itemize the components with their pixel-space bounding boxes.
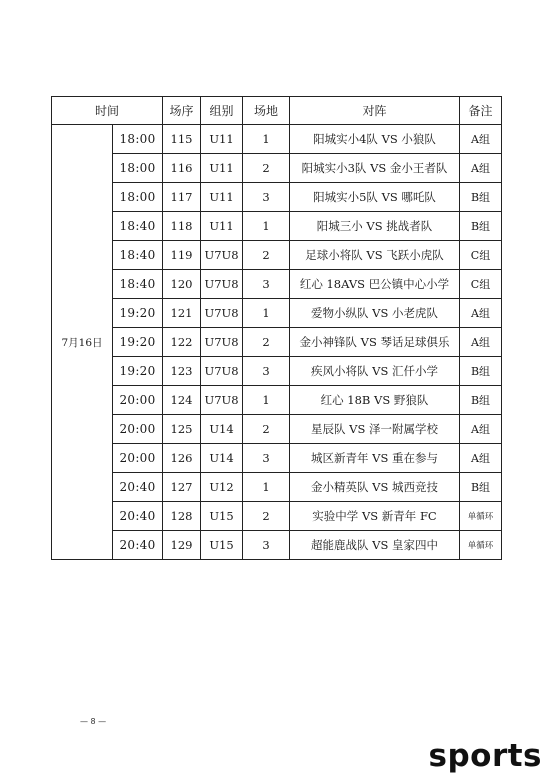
time-cell: 18:40 — [113, 212, 163, 241]
time-cell: 18:00 — [113, 154, 163, 183]
note-cell: A组 — [460, 444, 502, 473]
page-number: — 8 — — [80, 717, 107, 726]
note-cell: B组 — [460, 357, 502, 386]
field-cell: 1 — [243, 386, 290, 415]
time-cell: 20:40 — [113, 473, 163, 502]
group-cell: U11 — [201, 183, 243, 212]
table-row — [52, 357, 502, 386]
group-cell: U12 — [201, 473, 243, 502]
header-time: 时间 — [52, 97, 163, 125]
seq-cell: 126 — [163, 444, 201, 473]
group-cell: U7U8 — [201, 357, 243, 386]
note-cell: C组 — [460, 270, 502, 299]
note-cell: C组 — [460, 241, 502, 270]
match-schedule-table — [51, 96, 502, 560]
seq-cell: 124 — [163, 386, 201, 415]
time-cell: 18:40 — [113, 241, 163, 270]
header-note: 备注 — [460, 97, 502, 125]
match-cell: 红心 18AVS 巴公镇中心小学 — [290, 270, 460, 299]
table-row — [52, 473, 502, 502]
match-cell: 足球小将队 VS 飞跃小虎队 — [290, 241, 460, 270]
seq-cell: 127 — [163, 473, 201, 502]
match-cell: 阳城实小3队 VS 金小王者队 — [290, 154, 460, 183]
note-cell: B组 — [460, 212, 502, 241]
seq-cell: 117 — [163, 183, 201, 212]
time-cell: 19:20 — [113, 299, 163, 328]
header-match: 对阵 — [290, 97, 460, 125]
seq-cell: 122 — [163, 328, 201, 357]
field-cell: 1 — [243, 125, 290, 154]
time-cell: 20:40 — [113, 531, 163, 560]
table-header — [52, 97, 502, 125]
table-row — [52, 241, 502, 270]
seq-cell: 121 — [163, 299, 201, 328]
field-cell: 2 — [243, 502, 290, 531]
field-cell: 3 — [243, 270, 290, 299]
time-cell: 18:40 — [113, 270, 163, 299]
group-cell: U11 — [201, 154, 243, 183]
field-cell: 1 — [243, 212, 290, 241]
time-cell: 18:00 — [113, 183, 163, 212]
header-seq: 场序 — [163, 97, 201, 125]
group-cell: U7U8 — [201, 270, 243, 299]
note-cell: 单循环 — [460, 502, 502, 531]
group-cell: U7U8 — [201, 386, 243, 415]
field-cell: 2 — [243, 415, 290, 444]
field-cell: 3 — [243, 444, 290, 473]
match-cell: 爱物小纵队 VS 小老虎队 — [290, 299, 460, 328]
field-cell: 3 — [243, 183, 290, 212]
header-group: 组别 — [201, 97, 243, 125]
table-row — [52, 154, 502, 183]
time-cell: 19:20 — [113, 357, 163, 386]
field-cell: 1 — [243, 299, 290, 328]
match-cell: 超能鹿战队 VS 皇家四中 — [290, 531, 460, 560]
seq-cell: 129 — [163, 531, 201, 560]
note-cell: A组 — [460, 328, 502, 357]
header-row — [52, 97, 502, 125]
group-cell: U7U8 — [201, 241, 243, 270]
field-cell: 2 — [243, 328, 290, 357]
match-cell: 阳城实小5队 VS 哪吒队 — [290, 183, 460, 212]
group-cell: U7U8 — [201, 328, 243, 357]
group-cell: U7U8 — [201, 299, 243, 328]
table-row — [52, 444, 502, 473]
table-row — [52, 531, 502, 560]
note-cell: A组 — [460, 299, 502, 328]
match-cell: 金小精英队 VS 城西竞技 — [290, 473, 460, 502]
group-cell: U11 — [201, 125, 243, 154]
table-row — [52, 502, 502, 531]
time-cell: 18:00 — [113, 125, 163, 154]
group-cell: U15 — [201, 502, 243, 531]
table-row — [52, 125, 502, 154]
seq-cell: 123 — [163, 357, 201, 386]
field-cell: 2 — [243, 154, 290, 183]
match-cell: 阳城三小 VS 挑战者队 — [290, 212, 460, 241]
seq-cell: 119 — [163, 241, 201, 270]
note-cell: 单循环 — [460, 531, 502, 560]
table-body — [52, 125, 502, 560]
field-cell: 3 — [243, 531, 290, 560]
table-row — [52, 415, 502, 444]
note-cell: A组 — [460, 154, 502, 183]
seq-cell: 116 — [163, 154, 201, 183]
table-row — [52, 183, 502, 212]
time-cell: 20:00 — [113, 444, 163, 473]
match-cell: 星辰队 VS 泽一附属学校 — [290, 415, 460, 444]
seq-cell: 128 — [163, 502, 201, 531]
header-field: 场地 — [243, 97, 290, 125]
table-row — [52, 299, 502, 328]
time-cell: 20:40 — [113, 502, 163, 531]
seq-cell: 120 — [163, 270, 201, 299]
group-cell: U11 — [201, 212, 243, 241]
match-cell: 金小神锋队 VS 琴话足球俱乐 — [290, 328, 460, 357]
note-cell: B组 — [460, 386, 502, 415]
watermark-logo: sports — [428, 738, 542, 774]
note-cell: B组 — [460, 473, 502, 502]
match-cell: 阳城实小4队 VS 小狼队 — [290, 125, 460, 154]
field-cell: 3 — [243, 357, 290, 386]
time-cell: 20:00 — [113, 415, 163, 444]
group-cell: U15 — [201, 531, 243, 560]
table-row — [52, 386, 502, 415]
field-cell: 2 — [243, 241, 290, 270]
match-cell: 红心 18B VS 野狼队 — [290, 386, 460, 415]
date-cell: 7月16日 — [52, 125, 113, 560]
table-row — [52, 270, 502, 299]
match-cell: 城区新青年 VS 重在参与 — [290, 444, 460, 473]
field-cell: 1 — [243, 473, 290, 502]
match-cell: 疾风小将队 VS 汇仟小学 — [290, 357, 460, 386]
seq-cell: 125 — [163, 415, 201, 444]
group-cell: U14 — [201, 444, 243, 473]
seq-cell: 118 — [163, 212, 201, 241]
note-cell: B组 — [460, 183, 502, 212]
group-cell: U14 — [201, 415, 243, 444]
match-cell: 实验中学 VS 新青年 FC — [290, 502, 460, 531]
table-row — [52, 328, 502, 357]
time-cell: 20:00 — [113, 386, 163, 415]
note-cell: A组 — [460, 125, 502, 154]
table-row — [52, 212, 502, 241]
seq-cell: 115 — [163, 125, 201, 154]
time-cell: 19:20 — [113, 328, 163, 357]
note-cell: A组 — [460, 415, 502, 444]
